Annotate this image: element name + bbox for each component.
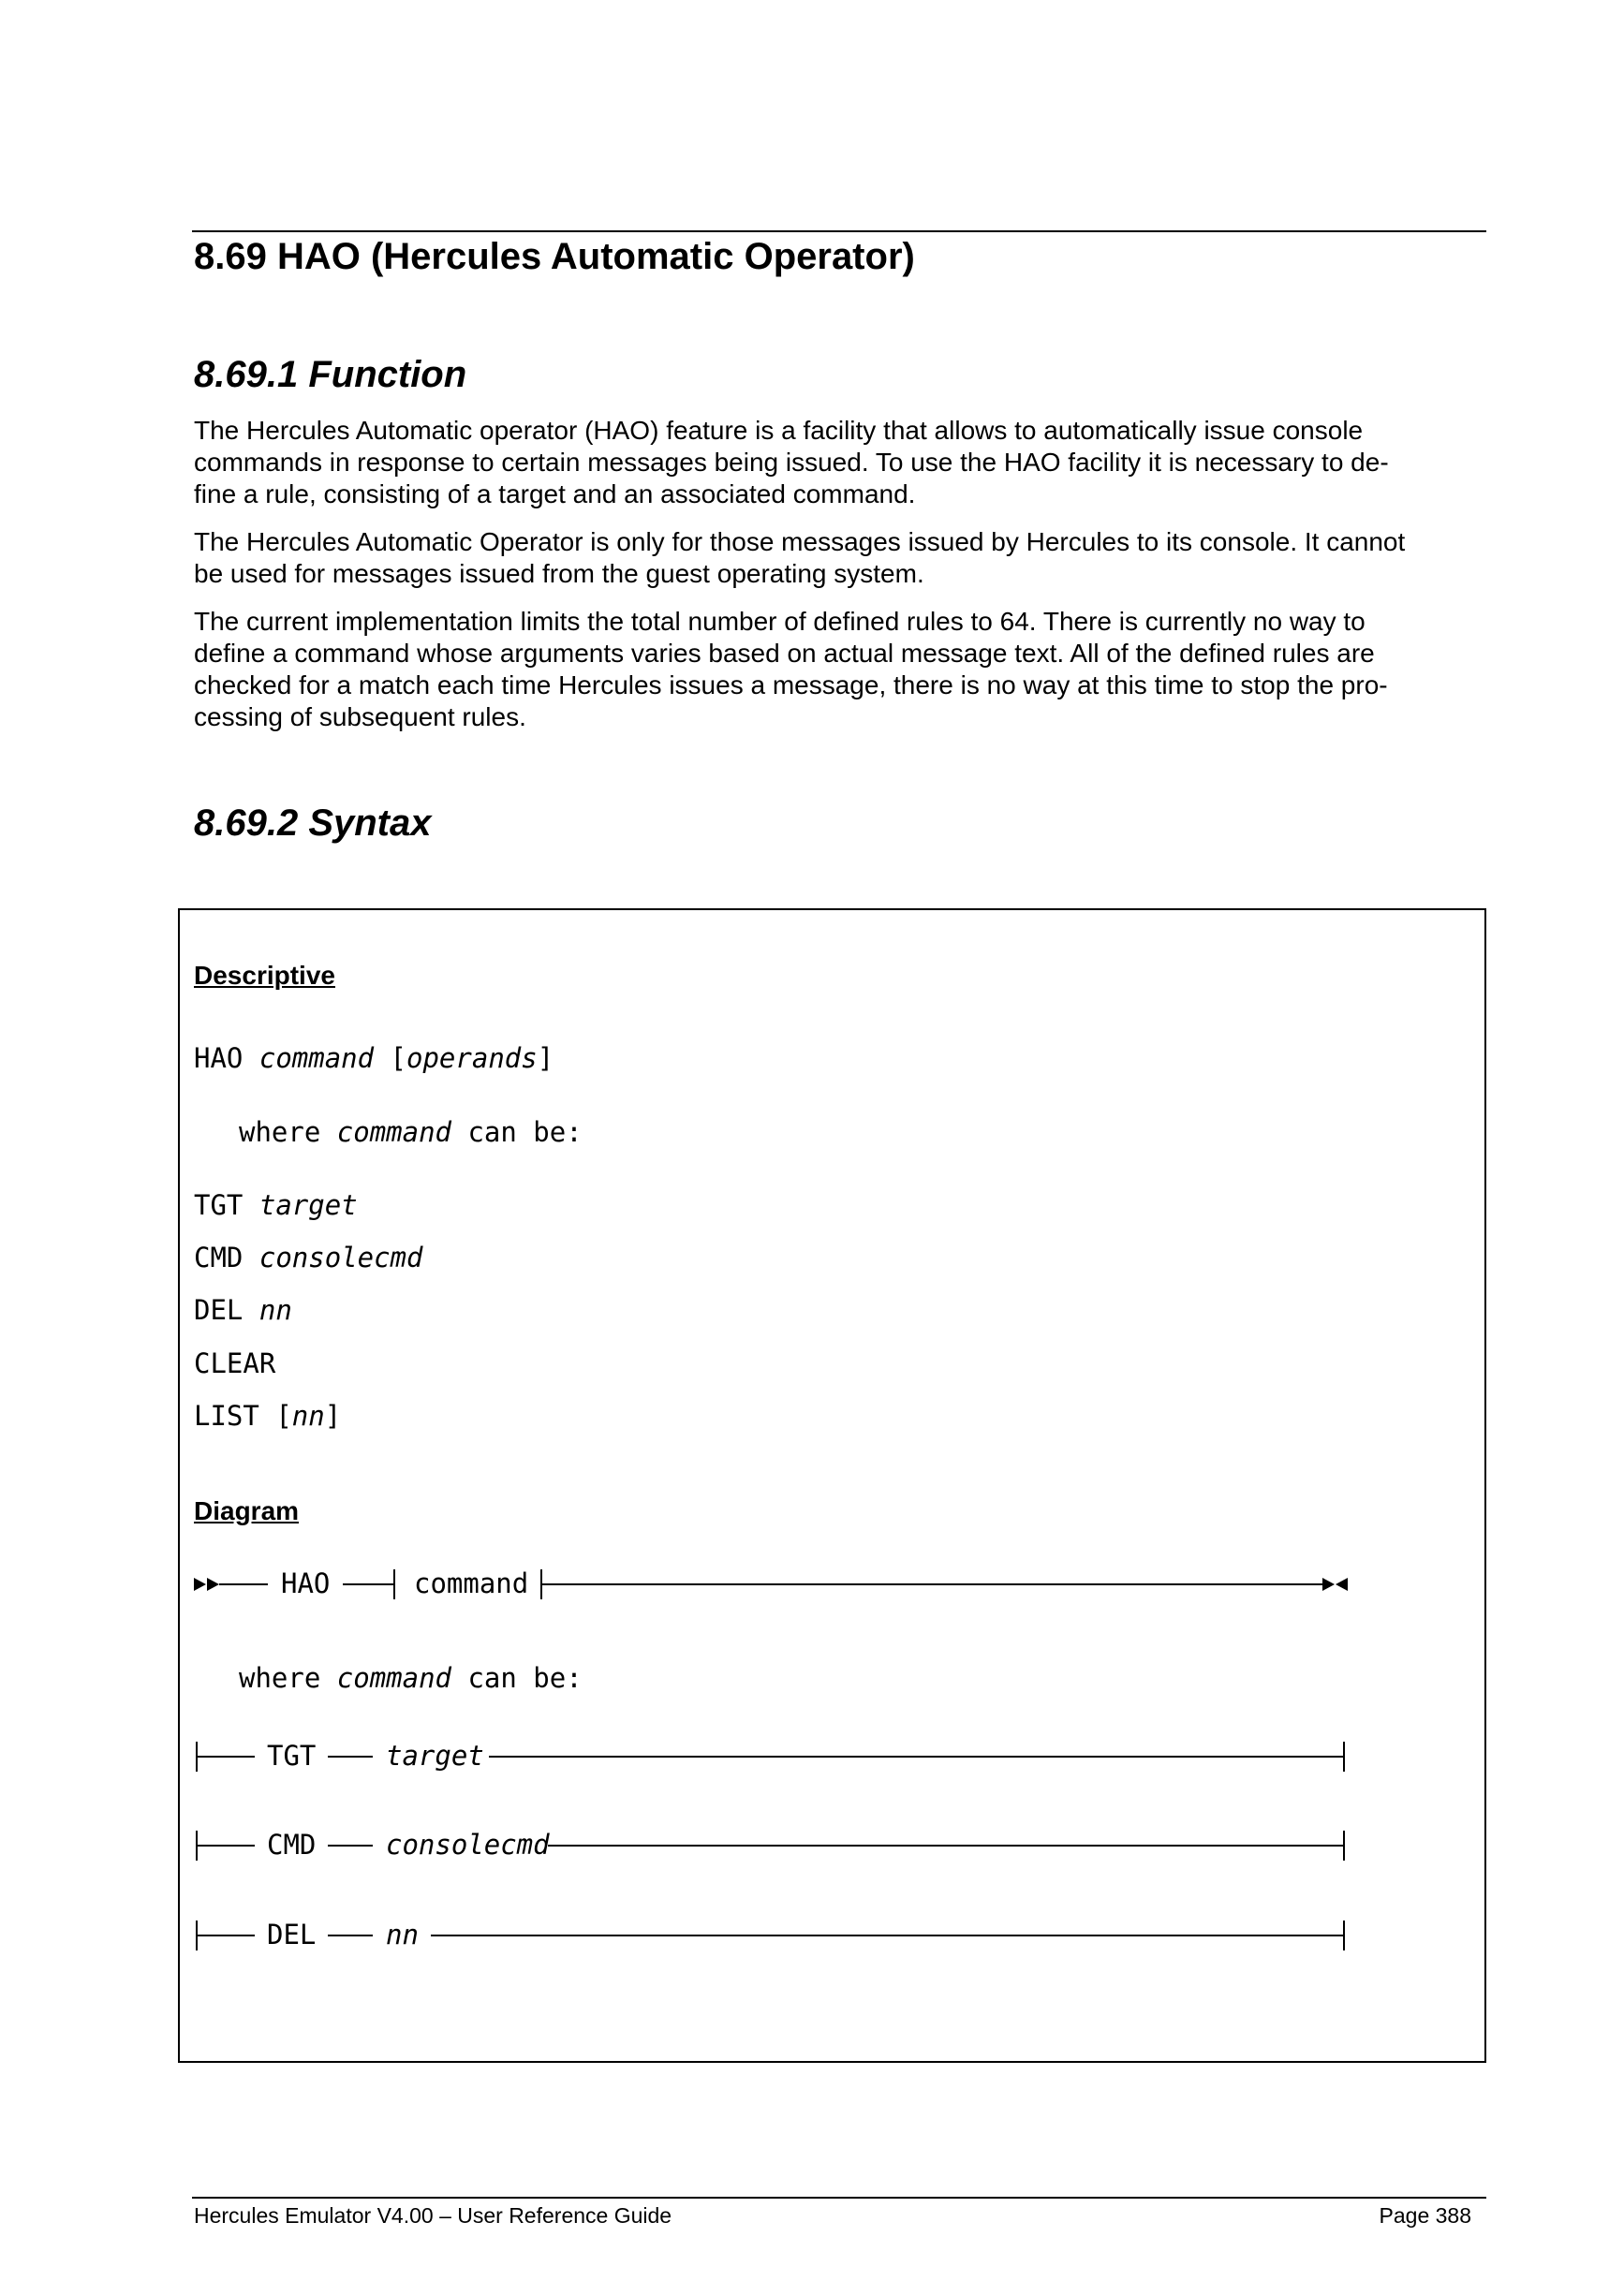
bracket-open: [ — [275, 1400, 292, 1432]
diagram-row-argument: consolecmd — [386, 1829, 550, 1861]
start-arrow-icon — [207, 1578, 219, 1591]
bracket-close: ] — [537, 1042, 554, 1074]
text-line: commands in response to certain messages being issued. To use the HAO facility it is necessary to de- — [194, 448, 1389, 477]
diagram-row-keyword: TGT — [267, 1740, 317, 1772]
text-line: The current implementation limits the total number of defined rules to 64. There is currently no way to — [194, 607, 1366, 636]
descriptive-label: Descriptive — [194, 961, 335, 990]
bracket-close: ] — [324, 1400, 342, 1432]
footer-title: Hercules Emulator V4.00 – User Reference Guide — [194, 2203, 672, 2228]
where-argument: command — [336, 1116, 451, 1148]
diagram-row-argument: target — [386, 1740, 484, 1772]
text-line: be used for messages issued from the guest operating system. — [194, 559, 924, 588]
text-line: The Hercules Automatic operator (HAO) feature is a facility that allows to automatically issue console — [194, 416, 1364, 445]
option-keyword: DEL — [194, 1294, 244, 1326]
syntax-heading: 8.69.2 Syntax — [194, 802, 432, 844]
option-keyword: LIST — [194, 1400, 259, 1432]
optional-operands: operands — [406, 1042, 538, 1074]
option-keyword: CLEAR — [194, 1347, 276, 1379]
option-argument: target — [258, 1189, 358, 1221]
footer-rule — [192, 2197, 1486, 2199]
where-suffix: can be: — [467, 1116, 583, 1148]
bracket-open: [ — [390, 1042, 407, 1074]
start-arrow-icon — [194, 1578, 206, 1591]
text-line: cessing of subsequent rules. — [194, 702, 526, 731]
option-keyword: CMD — [194, 1242, 244, 1273]
section-title: 8.69 HAO (Hercules Automatic Operator) — [194, 236, 915, 277]
end-arrow-icon — [1322, 1578, 1335, 1591]
where-prefix: where — [239, 1116, 321, 1148]
text-line: The Hercules Automatic Operator is only for those messages issued by Hercules to its console. It cannot — [194, 527, 1406, 556]
option-argument: nn — [258, 1294, 292, 1326]
where-prefix: where — [239, 1662, 321, 1694]
option-argument: nn — [291, 1400, 325, 1432]
text-line: fine a rule, consisting of a target and an associated command. — [194, 479, 916, 508]
command-keyword: HAO — [194, 1042, 244, 1074]
option-keyword: TGT — [194, 1189, 244, 1221]
option-argument: consolecmd — [258, 1242, 423, 1273]
where-suffix: can be: — [467, 1662, 583, 1694]
page-number: Page 388 — [1379, 2203, 1471, 2228]
text-line: checked for a match each time Hercules issues a message, there is no way at this time to stop the pro- — [194, 670, 1388, 699]
diagram-label: Diagram — [194, 1496, 300, 1525]
diagram-row-argument: nn — [386, 1919, 419, 1950]
diagram-main-ref: command — [414, 1567, 529, 1599]
text-line: define a command whose arguments varies based on actual message text. All of the defined rules are — [194, 639, 1375, 668]
command-argument: command — [258, 1042, 375, 1074]
end-arrow-icon — [1336, 1578, 1348, 1591]
diagram-main-keyword: HAO — [281, 1567, 331, 1599]
diagram-row-keyword: DEL — [267, 1919, 317, 1950]
diagram-row-keyword: CMD — [267, 1829, 317, 1861]
diagram-where-line — [239, 1662, 583, 1694]
where-argument: command — [336, 1662, 451, 1694]
function-heading: 8.69.1 Function — [194, 354, 467, 395]
